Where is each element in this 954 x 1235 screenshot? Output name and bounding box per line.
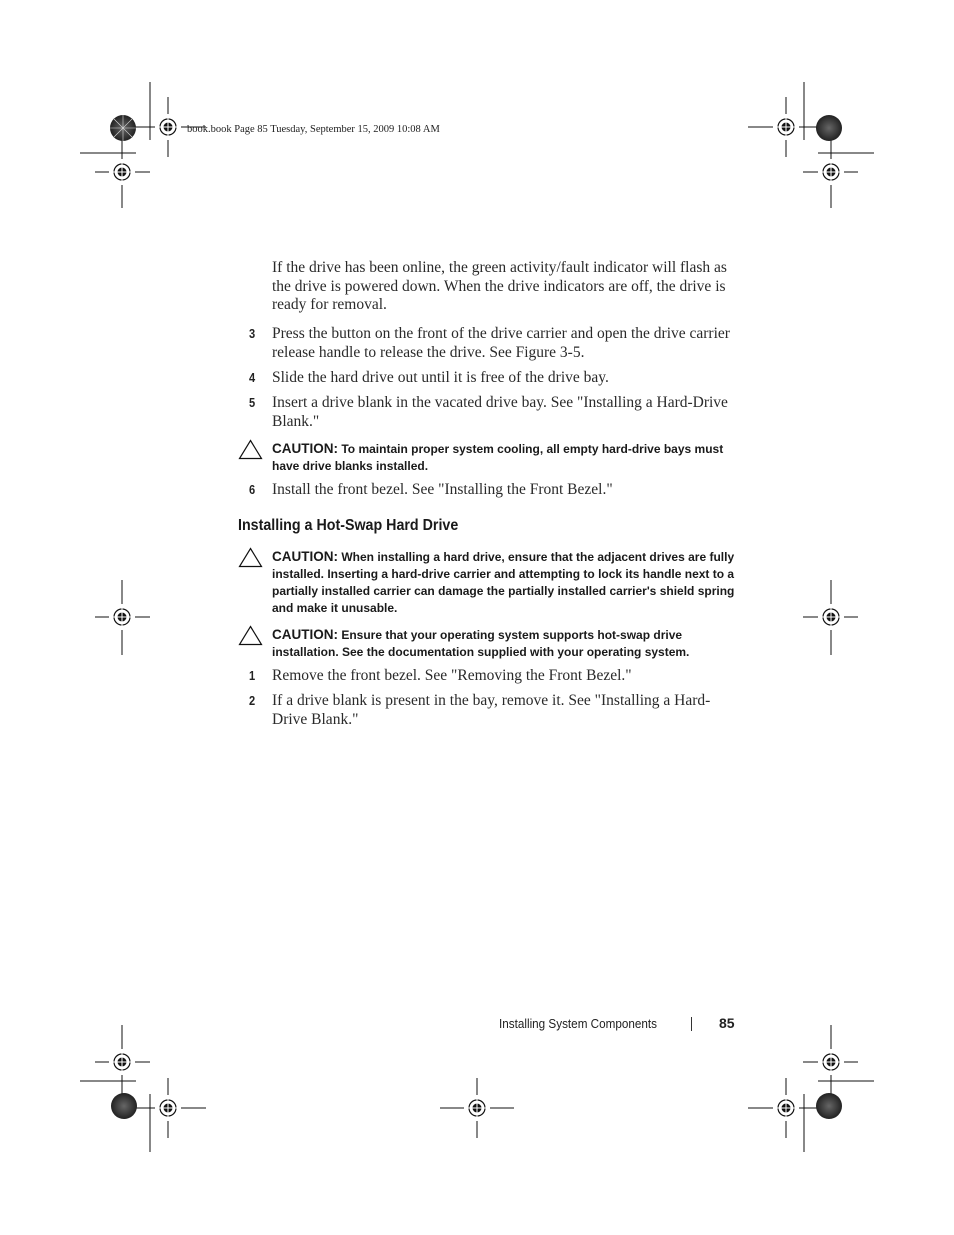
- caution-triangle-icon: [238, 439, 263, 460]
- caution-note: [272, 440, 742, 475]
- caution-note: [272, 626, 742, 661]
- intro-paragraph: If the drive has been online, the green activity/fault indicator will flash as the drive is powered down. When the drive indicators are off, the drive is ready for removal.: [272, 259, 727, 313]
- caution-note: [272, 548, 742, 617]
- print-info-header: book.book Page 85 Tuesday, September 15, 2009 10:08 AM: [187, 124, 440, 135]
- step-number: 3: [249, 326, 256, 341]
- step-text: If a drive blank is present in the bay, remove it. See "Installing a Hard-Drive Blank.": [272, 692, 711, 728]
- caution-text: To maintain proper system cooling, all empty hard-drive bays must have drive blanks installed.: [272, 442, 724, 473]
- caution-label: CAUTION:: [272, 549, 338, 564]
- page-number: 85: [719, 1015, 735, 1031]
- caution-triangle-icon: [238, 547, 263, 568]
- step-number: 2: [249, 693, 256, 708]
- footer-separator: [691, 1017, 692, 1031]
- step-text: Slide the hard drive out until it is free of the drive bay.: [272, 369, 609, 386]
- step-number: 4: [249, 370, 256, 385]
- step-text: Insert a drive blank in the vacated drive bay. See "Installing a Hard-Drive Blank.": [272, 394, 728, 430]
- caution-text: Ensure that your operating system supports hot-swap drive installation. See the documentation supplied with your operating system.: [272, 628, 690, 659]
- caution-triangle-icon: [238, 625, 263, 646]
- caution-label: CAUTION:: [272, 441, 338, 456]
- caution-label: CAUTION:: [272, 627, 338, 642]
- step-number: 1: [249, 668, 256, 683]
- caution-text: When installing a hard drive, ensure that the adjacent drives are fully installed. Inserting a hard-drive carrier and attempting to lock its handle next to a partially installed carrier can damage the partially installed carrier's shield spring and make it unusable.: [272, 550, 735, 615]
- step-number: 6: [249, 482, 256, 497]
- step-text: Remove the front bezel. See "Removing the Front Bezel.": [272, 667, 632, 684]
- step-text: Press the button on the front of the drive carrier and open the drive carrier release handle to release the drive. See Figure 3-5.: [272, 325, 730, 361]
- footer-chapter-title: Installing System Components: [499, 1016, 658, 1031]
- section-heading: Installing a Hot-Swap Hard Drive: [238, 517, 459, 534]
- step-text: Install the front bezel. See "Installing the Front Bezel.": [272, 481, 613, 498]
- step-number: 5: [249, 395, 256, 410]
